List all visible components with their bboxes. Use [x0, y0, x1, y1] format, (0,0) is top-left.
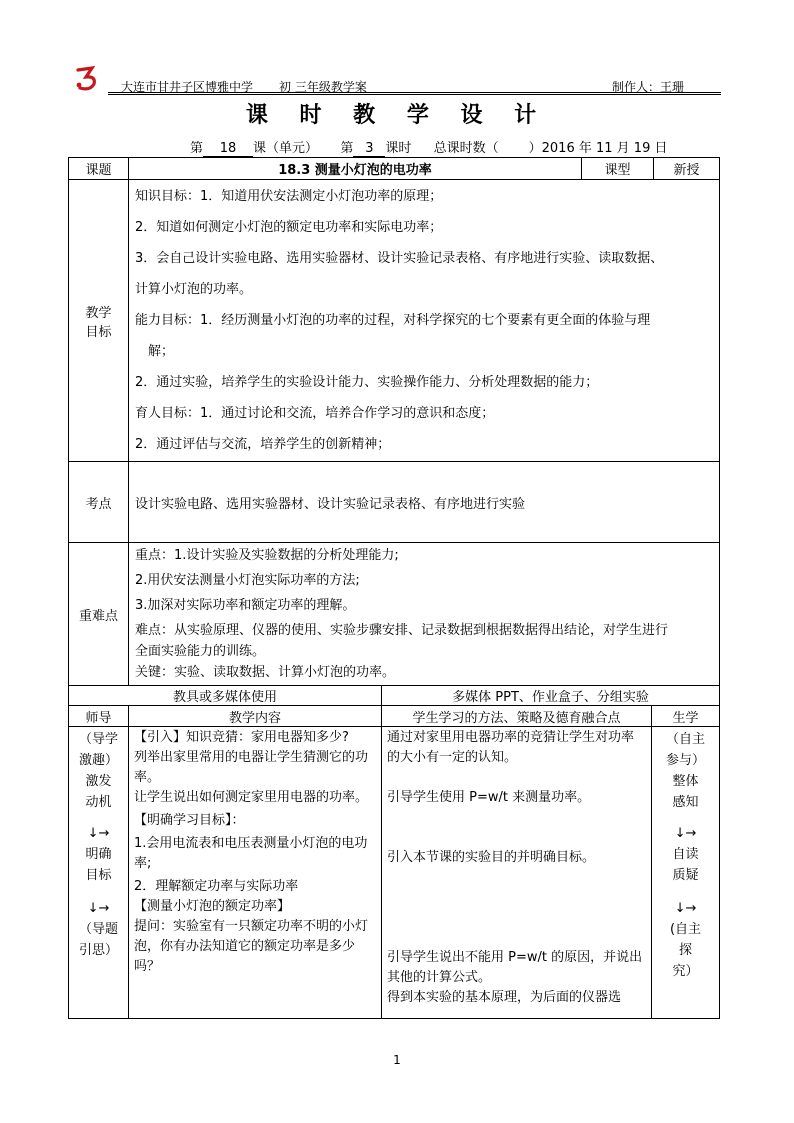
section-tag: 【测量小灯泡的额定功率】 — [134, 899, 291, 914]
goal-line: 3．会自己设计实验电路、选用实验器材、设计实验记录表格、有序地进行实验、读取数据、 — [135, 251, 664, 266]
goal-tag: 【明确学习目标】： — [134, 813, 245, 828]
header-school: 大连市甘井子区博雅中学 — [121, 80, 254, 94]
teaching-process-table — [68, 685, 720, 1019]
header-author: 制作人：王珊 — [612, 80, 685, 94]
media-value: 多媒体 PPT、作业盒子、分组实验 — [382, 686, 720, 706]
goal-line: 解； — [135, 344, 175, 359]
page-title: 课 时 教 学 设 计 — [245, 103, 549, 128]
content-line: 1.会用电流表和电压表测量小灯泡的电功率; — [134, 836, 368, 871]
period-number: 3 — [353, 141, 385, 157]
goal-line: 2．知道如何测定小灯泡的额定电功率和实际电功率； — [135, 220, 443, 235]
lesson-type-label: 课型 — [582, 158, 654, 180]
method-line: 得到本实验的基本原理，为后面的仪器选 — [387, 990, 622, 1005]
goal-line: 育人目标：1．通过讨论和交流，培养合作学习的意识和态度； — [135, 406, 495, 421]
topic-value: 18.3 测量小灯泡的电功率 — [129, 158, 582, 180]
goal-line: 2．通过实验，培养学生的实验设计能力、实验操作能力、分析处理数据的能力； — [135, 375, 599, 390]
topic-label: 课题 — [69, 158, 129, 180]
goals-label: 教学 目标 — [69, 180, 129, 462]
lesson-info-table — [68, 157, 720, 686]
goal-line: 2．通过评估与交流，培养学生的创新精神； — [135, 437, 391, 452]
key-points-label: 重难点 — [69, 543, 129, 686]
col-teacher-guide: 师导 — [69, 706, 129, 727]
page-number: 1 — [393, 1053, 401, 1067]
lesson-number: 18 — [203, 141, 253, 157]
col-student-learning: 生学 — [652, 706, 720, 727]
key-line: 关键：实验、读取数据、计算小灯泡的功率。 — [135, 665, 396, 680]
exam-point-label: 考点 — [69, 462, 129, 543]
method-line: 引入本节课的实验目的并明确目标。 — [387, 850, 596, 865]
header-rule — [108, 92, 721, 93]
key-points-content — [129, 543, 720, 686]
meta-line: 第 18 课（单元） 第 3 课时 总课时数（ ）2016 年 11 月 19 日 — [190, 141, 668, 156]
key-line: 重点：1.设计实验及实验数据的分析处理能力; — [135, 548, 399, 563]
key-line: 难点：从实验原理、仪器的使用、实验步骤安排、记录数据到根据数据得出结论，对学生进行 — [135, 623, 669, 638]
school-logo-icon — [74, 66, 102, 92]
teacher-guide-cell: （导学 激趣） 激发 动机 ↓→ 明确 目标 ↓→ （导题 引思） — [69, 727, 129, 1019]
goal-line: 知识目标：1．知道用伏安法测定小灯泡功率的原理； — [135, 189, 443, 204]
content-line: 提问：实验室有一只额定功率不明的小灯泡，你有办法知道它的额定功率是多少吗？ — [134, 919, 369, 974]
goals-content — [129, 180, 720, 462]
student-learning-cell: （自主 参与） 整体 感知 ↓→ 自读 质疑 ↓→ (自主 探 究） — [652, 727, 720, 1019]
intro-tag: 【引入】 — [134, 730, 187, 745]
goal-line: 计算小灯泡的功率。 — [135, 282, 253, 297]
method-line: 通过对家里用电器功率的竞猜让学生对功率的大小有一定的认知。 — [387, 730, 635, 765]
teaching-content-cell — [129, 727, 382, 1019]
content-line: 2．理解额定功率与实际功率 — [134, 879, 299, 894]
col-learning-method: 学生学习的方法、策略及德育融合点 — [382, 706, 652, 727]
content-line: 列举出家里常用的电器让学生猜测它的功率。 — [134, 750, 369, 785]
col-teaching-content: 教学内容 — [129, 706, 382, 727]
header-rule-2 — [108, 94, 721, 95]
key-line: 全面实验能力的训练。 — [135, 644, 266, 659]
content-line: 让学生说出如何测定家里用电器的功率。 — [134, 790, 369, 805]
method-line: 引导学生说出不能用 P=w/t 的原因，并说出其他的计算公式。 — [387, 950, 643, 985]
media-label: 教具或多媒体使用 — [69, 686, 382, 706]
method-line: 引导学生使用 P=w/t 来测量功率。 — [387, 790, 591, 805]
key-line: 2.用伏安法测量小灯泡实际功率的方法; — [135, 573, 360, 588]
exam-point-content: 设计实验电路、选用实验器材、设计实验记录表格、有序地进行实验 — [129, 462, 720, 543]
intro-title: 知识竞猜：家用电器知多少? — [186, 730, 349, 745]
learning-method-cell — [382, 727, 652, 1019]
header-grade: 初 三年级教学案 — [279, 80, 367, 94]
lesson-type-value: 新授 — [654, 158, 720, 180]
key-line: 3.加深对实际功率和额定功率的理解。 — [135, 598, 356, 613]
goal-line: 能力目标：1．经历测量小灯泡的功率的过程，对科学探究的七个要素有更全面的体验与理 — [135, 313, 651, 328]
